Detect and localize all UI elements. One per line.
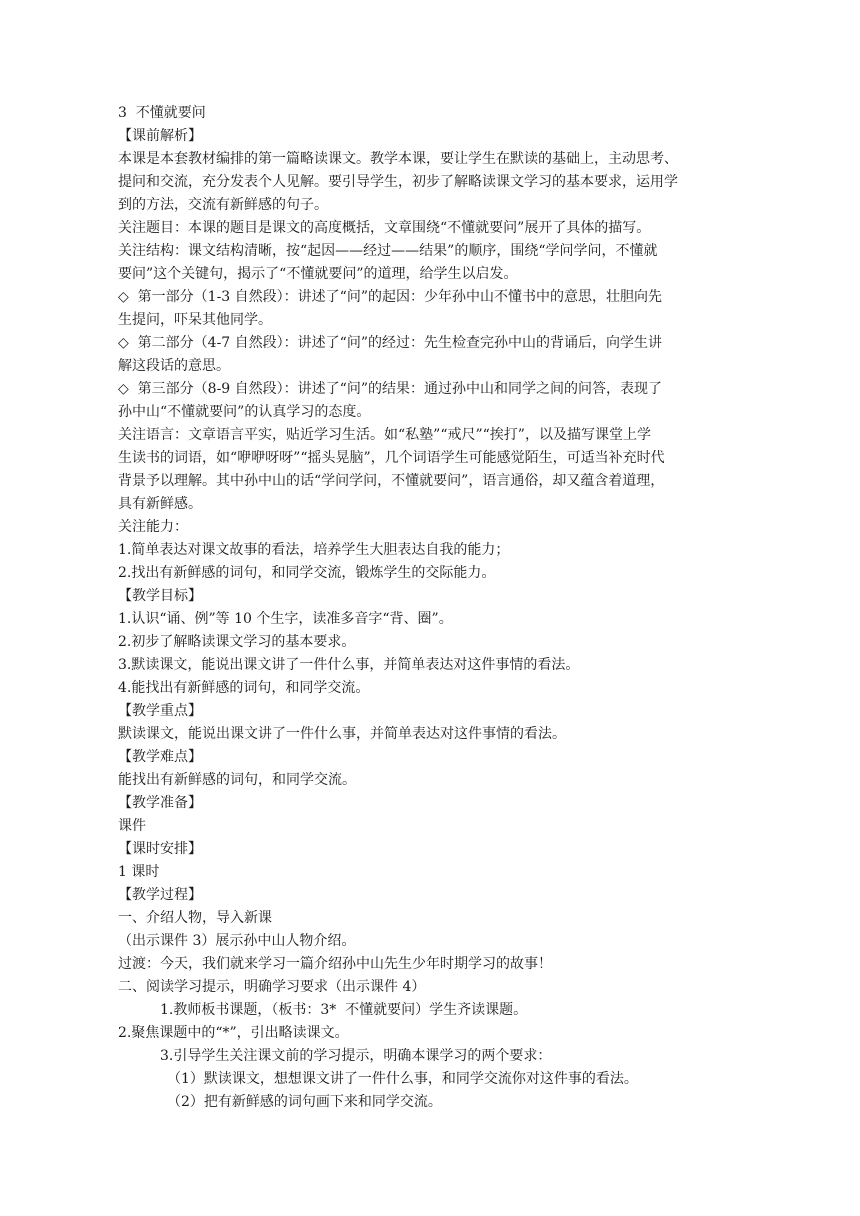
process-step-2-item: 3.引导学生关注课文前的学习提示，明确本课学习的两个要求： — [160, 1048, 552, 1064]
ability-heading: 关注能力： — [118, 519, 188, 535]
ability-item: 2.找出有新鲜感的词句，和同学交流，锻炼学生的交际能力。 — [118, 565, 496, 581]
process-step-2-item: 2.聚焦课题中的“*”，引出略读课文。 — [118, 1025, 349, 1041]
preparation-text: 课件 — [118, 818, 146, 834]
part3-line: 孙中山“不懂就要问”的认真学习的态度。 — [118, 404, 371, 420]
ability-item: 1.简单表达对课文故事的看法，培养学生大胆表达自我的能力； — [118, 542, 510, 558]
goal-item: 3.默读课文，能说出课文讲了一件什么事，并简单表达对这件事情的看法。 — [118, 657, 580, 673]
part1-line: ◇ 第一部分（1-3 自然段）：讲述了“问”的起因：少年孙中山不懂书中的意思，壮胆向先 — [118, 289, 662, 305]
process-step-1-transition: 过渡：今天，我们就来学习一篇介绍孙中山先生少年时期学习的故事！ — [118, 956, 552, 972]
difficulty-point: 能找出有新鲜感的词句，和同学交流。 — [118, 772, 356, 788]
section-heading-key: 【教学重点】 — [118, 703, 202, 719]
language-line: 具有新鲜感。 — [118, 496, 202, 512]
section-heading-preparation: 【教学准备】 — [118, 795, 202, 811]
section-heading-preview: 【课前解析】 — [118, 128, 202, 144]
process-step-1-text: （出示课件 3）展示孙中山人物介绍。 — [118, 933, 356, 949]
language-line: 关注语言：文章语言平实，贴近学习生活。如“私塾”“戒尺”“挨打”，以及描写课堂上学 — [118, 427, 651, 443]
lesson-title: 3 不懂就要问 — [118, 105, 206, 121]
topic-paragraph: 关注题目：本课的题目是课文的高度概括，文章围绕“不懂就要问”展开了具体的描写。 — [118, 220, 651, 236]
section-heading-difficulty: 【教学难点】 — [118, 749, 202, 765]
language-line: 背景予以理解。其中孙中山的话“学问学问，不懂就要问”，语言通俗，却又蕴含着道理， — [118, 473, 665, 489]
key-point: 默读课文，能说出课文讲了一件什么事，并简单表达对这件事情的看法。 — [118, 726, 566, 742]
process-step-2: 二、阅读学习提示，明确学习要求（出示课件 4） — [118, 979, 426, 995]
language-line: 生读书的词语，如“咿咿呀呀”“摇头晃脑”，几个词语学生可能感觉陌生，可适当补充时代 — [118, 450, 665, 466]
intro-line: 本课是本套教材编排的第一篇略读课文。教学本课，要让学生在默读的基础上，主动思考、 — [118, 151, 678, 167]
intro-line: 到的方法，交流有新鲜感的句子。 — [118, 197, 328, 213]
part2-line: ◇ 第二部分（4-7 自然段）：讲述了“问”的经过：先生检查完孙中山的背诵后，向学生讲 — [118, 335, 662, 351]
section-heading-process: 【教学过程】 — [118, 887, 202, 903]
structure-line: 关注结构：课文结构清晰，按“起因——经过——结果”的顺序，围绕“学问学问，不懂就 — [118, 243, 658, 259]
process-step-2-item: 1.教师板书课题，（板书：3* 不懂就要问）学生齐读课题。 — [160, 1002, 528, 1018]
structure-line: 要问”这个关键句，揭示了“不懂就要问”的道理，给学生以启发。 — [118, 266, 518, 282]
part1-line: 生提问，吓呆其他同学。 — [118, 312, 272, 328]
schedule-text: 1 课时 — [118, 864, 160, 880]
process-step-2-subitem: （1）默读课文，想想课文讲了一件什么事，和同学交流你对这件事的看法。 — [167, 1071, 638, 1087]
section-heading-schedule: 【课时安排】 — [118, 841, 202, 857]
process-step-1: 一、介绍人物，导入新课 — [118, 910, 272, 926]
part3-line: ◇ 第三部分（8-9 自然段）：讲述了“问”的结果：通过孙中山和同学之间的问答，表现了 — [118, 381, 662, 397]
intro-line: 提问和交流，充分发表个人见解。要引导学生，初步了解略读课文学习的基本要求，运用学 — [118, 174, 678, 190]
goal-item: 2.初步了解略读课文学习的基本要求。 — [118, 634, 356, 650]
part2-line: 解这段话的意思。 — [118, 358, 230, 374]
goal-item: 4.能找出有新鲜感的词句，和同学交流。 — [118, 680, 370, 696]
process-step-2-subitem: （2）把有新鲜感的词句画下来和同学交流。 — [167, 1094, 442, 1110]
goal-item: 1.认识“诵、例”等 10 个生字，读准多音字“背、圈”。 — [118, 611, 453, 627]
lesson-plan-document — [118, 102, 748, 1114]
section-heading-goals: 【教学目标】 — [118, 588, 202, 604]
